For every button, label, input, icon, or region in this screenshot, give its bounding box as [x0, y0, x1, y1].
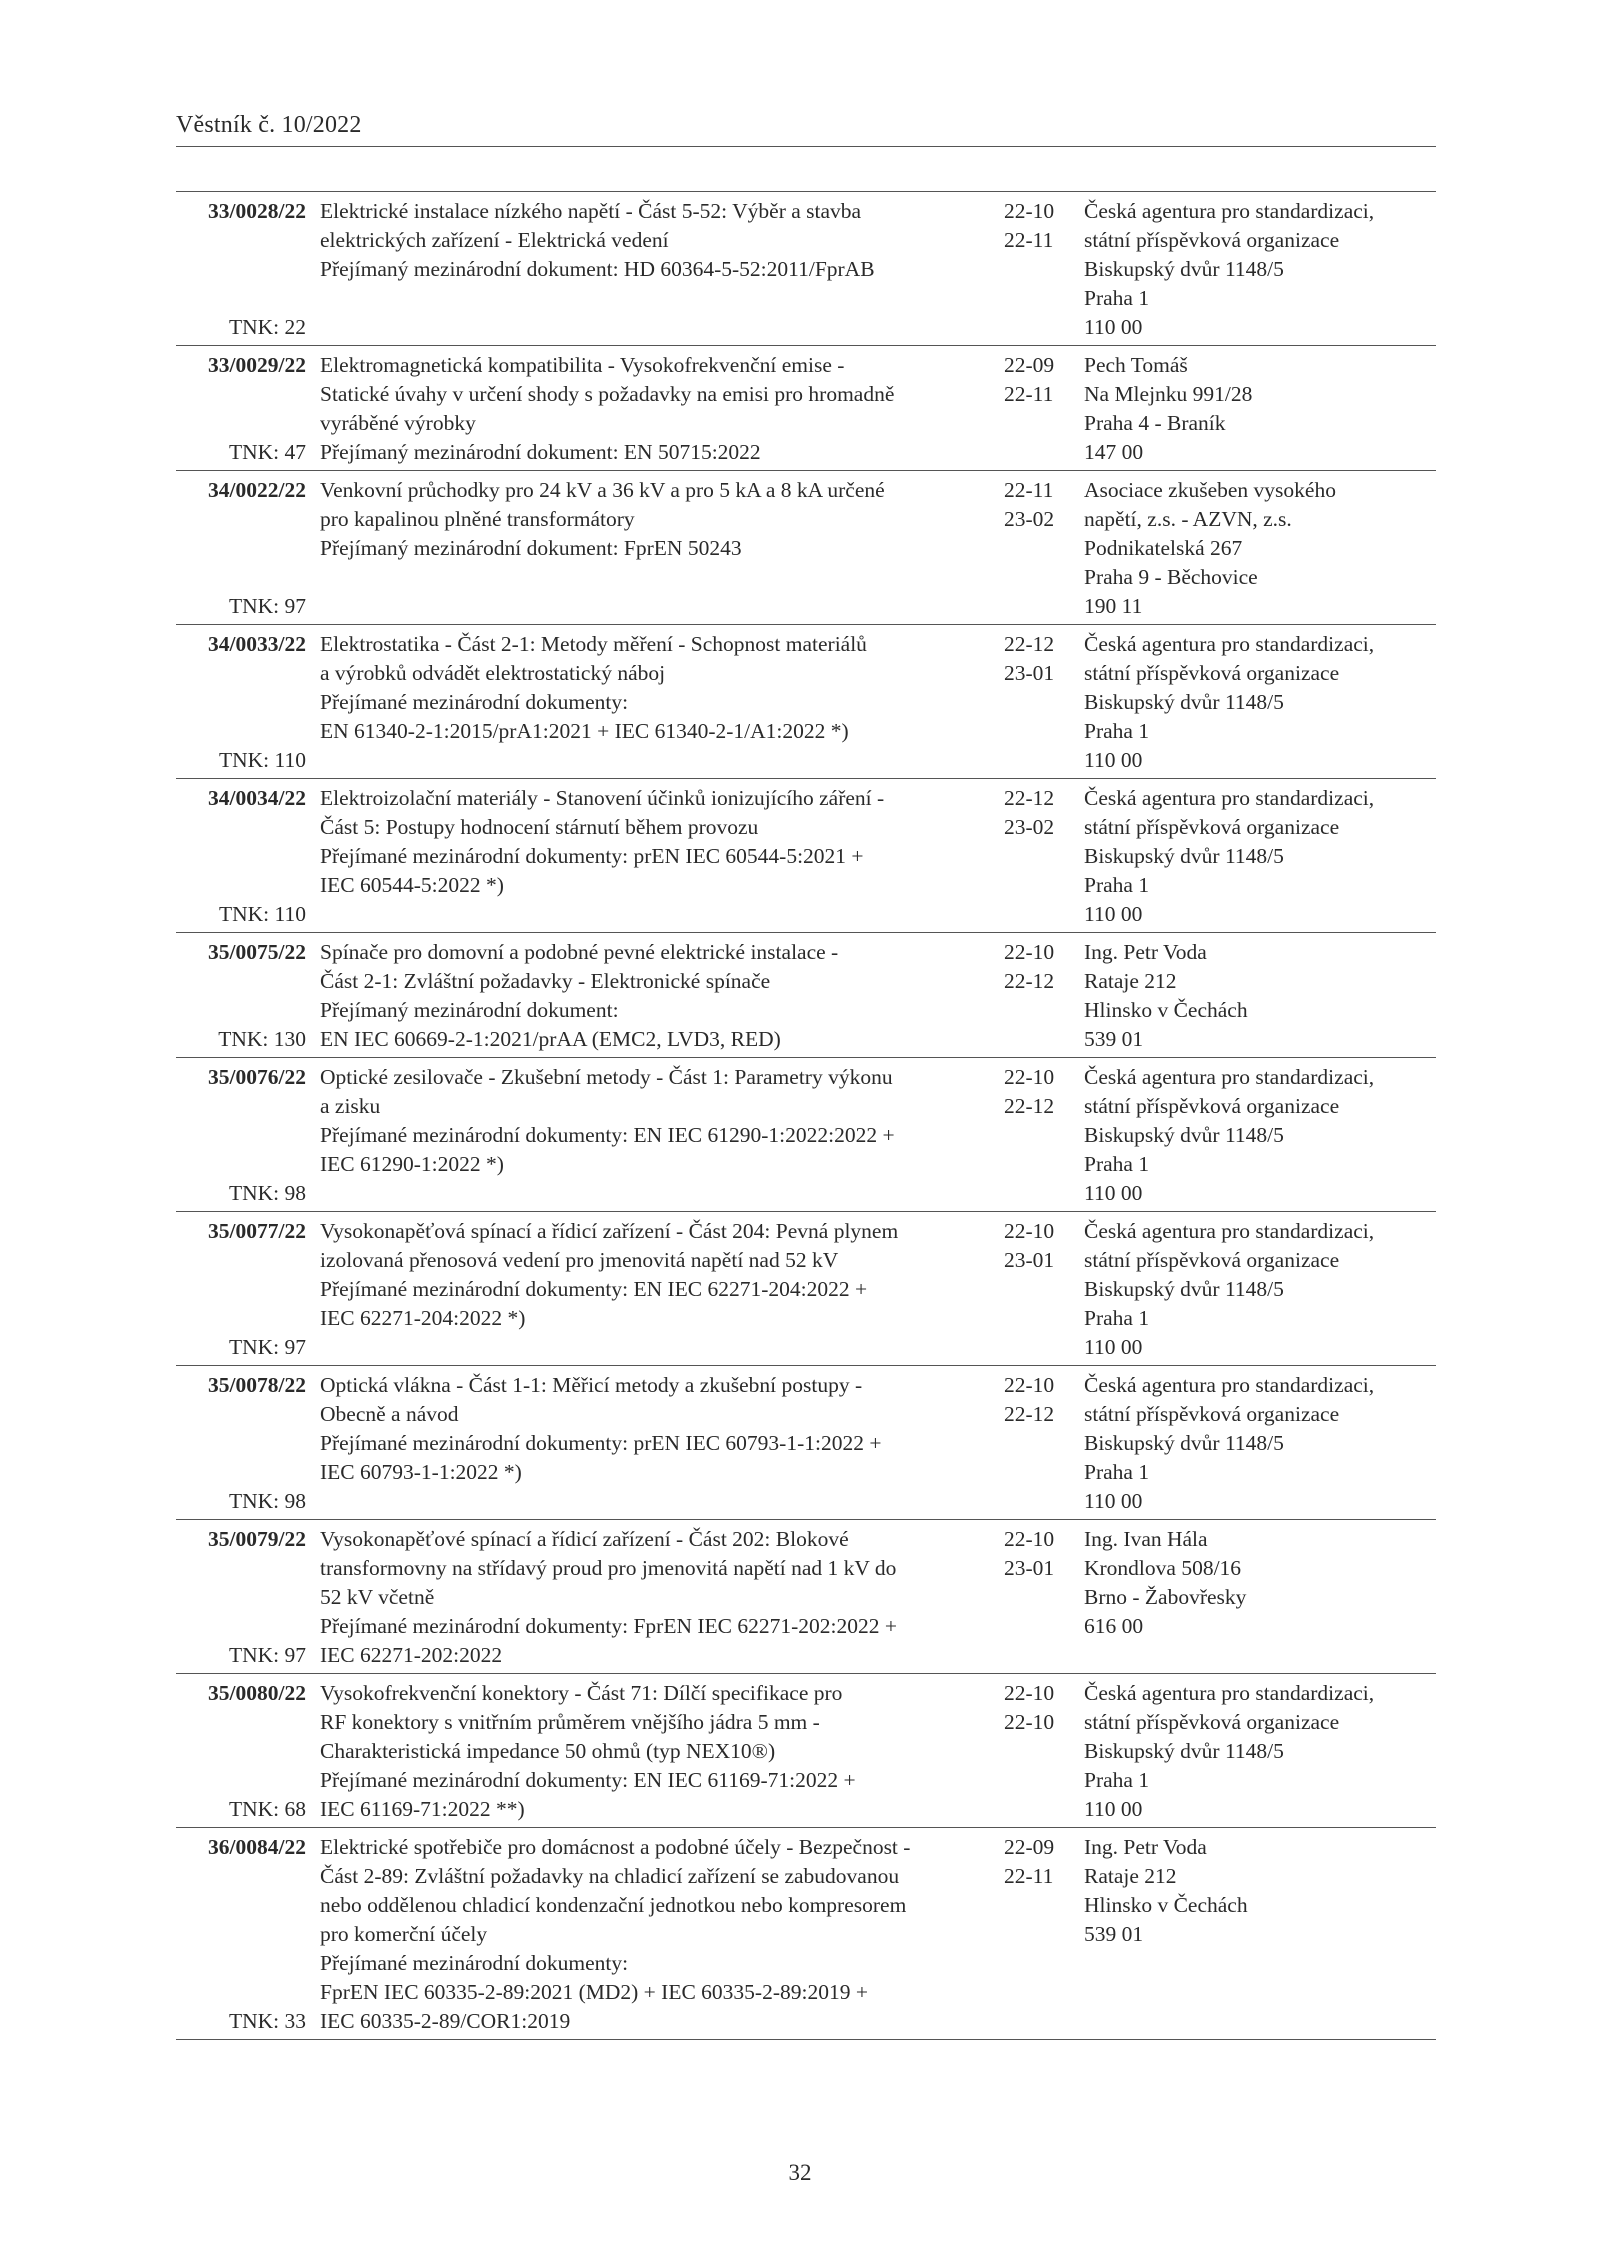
- description-line: Přejímané mezinárodní dokumenty:: [320, 1951, 629, 1975]
- entry-contact: [1084, 1217, 1436, 1362]
- contact-line: Česká agentura pro standardizaci,: [1084, 632, 1375, 656]
- entry-dates: [994, 784, 1084, 929]
- description-line: Přejímané mezinárodní dokumenty: FprEN IEC 62271-202:2022 +: [320, 1614, 898, 1638]
- entry-contact: [1084, 1063, 1436, 1208]
- contact-line: 539 01: [1084, 1027, 1144, 1051]
- date-value: 22-10: [1004, 940, 1055, 964]
- description-line: Přejímané mezinárodní dokumenty: prEN IEC 60793-1-1:2022 +: [320, 1431, 882, 1455]
- contact-line: 539 01: [1084, 1922, 1144, 1946]
- description-line: Přejímané mezinárodní dokumenty: prEN IEC 60544-5:2021 +: [320, 844, 864, 868]
- date-value: 22-11: [1004, 1864, 1054, 1888]
- date-value: 22-12: [1004, 1402, 1055, 1426]
- contact-line: Praha 1: [1084, 1152, 1150, 1176]
- contact-line: státní příspěvková organizace: [1084, 815, 1340, 839]
- contact-line: Česká agentura pro standardizaci,: [1084, 199, 1375, 223]
- entry-id-cell: [176, 351, 306, 467]
- date-value: 23-02: [1004, 815, 1055, 839]
- description-line: Elektrostatika - Část 2-1: Metody měření - Schopnost materiálů: [320, 632, 867, 656]
- description-line: RF konektory s vnitřním průměrem vnějšího jádra 5 mm -: [320, 1710, 820, 1734]
- description-line: Přejímané mezinárodní dokumenty: EN IEC 61290-1:2022:2022 +: [320, 1123, 895, 1147]
- contact-line: 190 11: [1084, 594, 1143, 618]
- description-line: Přejímané mezinárodní dokumenty: EN IEC 62271-204:2022 +: [320, 1277, 868, 1301]
- entry-tnk: TNK: 110: [219, 748, 306, 772]
- contact-line: Biskupský dvůr 1148/5: [1084, 1123, 1284, 1147]
- contact-line: 110 00: [1084, 1489, 1143, 1513]
- entry-description: [306, 1679, 994, 1824]
- description-line: EN 61340-2-1:2015/prA1:2021 + IEC 61340-2-1/A1:2022 *): [320, 719, 849, 743]
- entry-dates: [994, 1217, 1084, 1362]
- description-line: IEC 60544-5:2022 *): [320, 873, 504, 897]
- contact-line: Pech Tomáš: [1084, 353, 1188, 377]
- entry-contact: [1084, 1525, 1436, 1670]
- description-line: IEC 60335-2-89/COR1:2019: [320, 2009, 571, 2033]
- entry-code: 34/0022/22: [208, 478, 306, 502]
- contact-line: Ing. Petr Voda: [1084, 1835, 1207, 1859]
- description-line: Vysokofrekvenční konektory - Část 71: Dílčí specifikace pro: [320, 1681, 843, 1705]
- description-line: Vysokonapěťová spínací a řídicí zařízení - Část 204: Pevná plynem: [320, 1219, 899, 1243]
- entry-id-cell: [176, 938, 306, 1054]
- entry-tnk: TNK: 33: [228, 2009, 306, 2033]
- entry-tnk: TNK: 110: [219, 902, 306, 926]
- entry-tnk: TNK: 97: [228, 1335, 306, 1359]
- entry-tnk: TNK: 68: [228, 1797, 306, 1821]
- contact-line: Biskupský dvůr 1148/5: [1084, 257, 1284, 281]
- entry-code: 35/0077/22: [208, 1219, 306, 1243]
- contact-line: Praha 4 - Braník: [1084, 411, 1226, 435]
- entry-dates: [994, 938, 1084, 1054]
- date-value: 22-10: [1004, 1373, 1055, 1397]
- date-value: 22-09: [1004, 353, 1055, 377]
- contact-line: státní příspěvková organizace: [1084, 228, 1340, 252]
- contact-line: Krondlova 508/16: [1084, 1556, 1242, 1580]
- description-line: Elektrické instalace nízkého napětí - Část 5-52: Výběr a stavba: [320, 199, 862, 223]
- table-row: [176, 1674, 1436, 1828]
- date-value: 22-10: [1004, 1681, 1055, 1705]
- contact-line: Česká agentura pro standardizaci,: [1084, 1065, 1375, 1089]
- entry-dates: [994, 1371, 1084, 1516]
- entry-description: [306, 1525, 994, 1670]
- contact-line: Ing. Ivan Hála: [1084, 1527, 1208, 1551]
- description-line: izolovaná přenosová vedení pro jmenovitá napětí nad 52 kV: [320, 1248, 839, 1272]
- contact-line: 110 00: [1084, 748, 1143, 772]
- entry-tnk: TNK: 97: [228, 1643, 306, 1667]
- description-line: a výrobků odvádět elektrostatický náboj: [320, 661, 666, 685]
- entry-code: 33/0029/22: [208, 353, 306, 377]
- entry-description: [306, 1371, 994, 1516]
- entry-contact: [1084, 938, 1436, 1054]
- contact-line: Biskupský dvůr 1148/5: [1084, 1431, 1284, 1455]
- contact-line: Podnikatelská 267: [1084, 536, 1243, 560]
- description-line: FprEN IEC 60335-2-89:2021 (MD2) + IEC 60335-2-89:2019 +: [320, 1980, 868, 2004]
- contact-line: 616 00: [1084, 1614, 1144, 1638]
- description-line: IEC 62271-202:2022: [320, 1643, 503, 1667]
- contact-line: Brno - Žabovřesky: [1084, 1585, 1247, 1609]
- description-line: Část 2-1: Zvláštní požadavky - Elektronické spínače: [320, 969, 771, 993]
- table-row: [176, 1212, 1436, 1366]
- description-line: Část 2-89: Zvláštní požadavky na chladicí zařízení se zabudovanou: [320, 1864, 900, 1888]
- contact-line: státní příspěvková organizace: [1084, 1710, 1340, 1734]
- entry-tnk: TNK: 47: [228, 440, 306, 464]
- entry-id-cell: [176, 1371, 306, 1516]
- date-value: 23-02: [1004, 507, 1055, 531]
- entry-description: [306, 784, 994, 929]
- description-line: a zisku: [320, 1094, 381, 1118]
- contact-line: 110 00: [1084, 1181, 1143, 1205]
- entry-id-cell: [176, 476, 306, 621]
- description-line: Elektroizolační materiály - Stanovení účinků ionizujícího záření -: [320, 786, 885, 810]
- date-value: 23-01: [1004, 661, 1055, 685]
- date-value: 22-10: [1004, 1065, 1055, 1089]
- description-line: Přejímaný mezinárodní dokument:: [320, 998, 619, 1022]
- standards-table: [176, 191, 1436, 2040]
- contact-line: napětí, z.s. - AZVN, z.s.: [1084, 507, 1292, 531]
- table-row: [176, 471, 1436, 625]
- date-value: 22-10: [1004, 1710, 1055, 1734]
- contact-line: Praha 1: [1084, 719, 1150, 743]
- contact-line: 110 00: [1084, 1797, 1143, 1821]
- table-row: [176, 1366, 1436, 1520]
- table-row: [176, 1828, 1436, 2040]
- entry-dates: [994, 476, 1084, 621]
- description-line: Spínače pro domovní a podobné pevné elektrické instalace -: [320, 940, 839, 964]
- description-line: Přejímané mezinárodní dokumenty:: [320, 690, 629, 714]
- entry-dates: [994, 630, 1084, 775]
- entry-contact: [1084, 784, 1436, 929]
- description-line: nebo oddělenou chladicí kondenzační jednotkou nebo kompresorem: [320, 1893, 907, 1917]
- entry-contact: [1084, 1833, 1436, 2036]
- entry-id-cell: [176, 1525, 306, 1670]
- entry-code: 36/0084/22: [208, 1835, 306, 1859]
- entry-id-cell: [176, 1217, 306, 1362]
- description-line: Přejímané mezinárodní dokumenty: EN IEC 61169-71:2022 +: [320, 1768, 856, 1792]
- contact-line: 110 00: [1084, 902, 1143, 926]
- entry-tnk: TNK: 22: [228, 315, 306, 339]
- description-line: Elektromagnetická kompatibilita - Vysokofrekvenční emise -: [320, 353, 845, 377]
- contact-line: Praha 1: [1084, 1306, 1150, 1330]
- entry-description: [306, 476, 994, 621]
- description-line: Přejímaný mezinárodní dokument: EN 50715:2022: [320, 440, 761, 464]
- date-value: 23-01: [1004, 1248, 1055, 1272]
- entry-description: [306, 938, 994, 1054]
- table-row: [176, 625, 1436, 779]
- entry-code: 35/0079/22: [208, 1527, 306, 1551]
- description-line: Optické zesilovače - Zkušební metody - Část 1: Parametry výkonu: [320, 1065, 893, 1089]
- entry-contact: [1084, 1371, 1436, 1516]
- entry-description: [306, 351, 994, 467]
- contact-line: Na Mlejnku 991/28: [1084, 382, 1253, 406]
- entry-dates: [994, 197, 1084, 342]
- description-line: IEC 60793-1-1:2022 *): [320, 1460, 522, 1484]
- entry-tnk: TNK: 98: [228, 1489, 306, 1513]
- table-row: [176, 192, 1436, 346]
- description-line: EN IEC 60669-2-1:2021/prAA (EMC2, LVD3, RED): [320, 1027, 781, 1051]
- contact-line: Biskupský dvůr 1148/5: [1084, 844, 1284, 868]
- contact-line: Praha 1: [1084, 873, 1150, 897]
- date-value: 22-11: [1004, 228, 1054, 252]
- table-row: [176, 346, 1436, 471]
- date-value: 23-01: [1004, 1556, 1055, 1580]
- contact-line: 110 00: [1084, 315, 1143, 339]
- entry-description: [306, 1833, 994, 2036]
- contact-line: Praha 1: [1084, 286, 1150, 310]
- contact-line: Praha 9 - Běchovice: [1084, 565, 1258, 589]
- entry-dates: [994, 1833, 1084, 2036]
- table-row: [176, 1058, 1436, 1212]
- contact-line: státní příspěvková organizace: [1084, 1402, 1340, 1426]
- entry-tnk: TNK: 97: [228, 594, 306, 618]
- description-line: Venkovní průchodky pro 24 kV a 36 kV a pro 5 kA a 8 kA určené: [320, 478, 885, 502]
- description-line: vyráběné výrobky: [320, 411, 476, 435]
- description-line: Vysokonapěťové spínací a řídicí zařízení - Část 202: Blokové: [320, 1527, 849, 1551]
- description-line: Přejímaný mezinárodní dokument: HD 60364-5-52:2011/FprAB: [320, 257, 875, 281]
- description-line: Optická vlákna - Část 1-1: Měřicí metody a zkušební postupy -: [320, 1373, 863, 1397]
- table-row: [176, 933, 1436, 1058]
- entry-code: 35/0076/22: [208, 1065, 306, 1089]
- page-title: Věstník č. 10/2022: [176, 112, 362, 138]
- date-value: 22-10: [1004, 1219, 1055, 1243]
- date-value: 22-11: [1004, 478, 1054, 502]
- contact-line: Česká agentura pro standardizaci,: [1084, 786, 1375, 810]
- entry-code: 34/0033/22: [208, 632, 306, 656]
- table-row: [176, 779, 1436, 933]
- date-value: 22-12: [1004, 632, 1055, 656]
- contact-line: Praha 1: [1084, 1768, 1150, 1792]
- date-value: 22-11: [1004, 382, 1054, 406]
- contact-line: Česká agentura pro standardizaci,: [1084, 1681, 1375, 1705]
- description-line: IEC 61169-71:2022 **): [320, 1797, 525, 1821]
- contact-line: Asociace zkušeben vysokého: [1084, 478, 1336, 502]
- entry-code: 35/0078/22: [208, 1373, 306, 1397]
- date-value: 22-10: [1004, 199, 1055, 223]
- contact-line: Hlinsko v Čechách: [1084, 998, 1248, 1022]
- date-value: 22-12: [1004, 1094, 1055, 1118]
- contact-line: Biskupský dvůr 1148/5: [1084, 1277, 1284, 1301]
- description-line: Elektrické spotřebiče pro domácnost a podobné účely - Bezpečnost -: [320, 1835, 911, 1859]
- date-value: 22-12: [1004, 786, 1055, 810]
- contact-line: Biskupský dvůr 1148/5: [1084, 690, 1284, 714]
- entry-contact: [1084, 630, 1436, 775]
- entry-code: 35/0080/22: [208, 1681, 306, 1705]
- entry-id-cell: [176, 1679, 306, 1824]
- description-line: Charakteristická impedance 50 ohmů (typ NEX10®): [320, 1739, 776, 1763]
- entry-description: [306, 630, 994, 775]
- entry-tnk: TNK: 98: [228, 1181, 306, 1205]
- entry-contact: [1084, 197, 1436, 342]
- entry-dates: [994, 1063, 1084, 1208]
- entry-id-cell: [176, 1833, 306, 2036]
- contact-line: 110 00: [1084, 1335, 1143, 1359]
- contact-line: státní příspěvková organizace: [1084, 1094, 1340, 1118]
- contact-line: 147 00: [1084, 440, 1144, 464]
- entry-dates: [994, 351, 1084, 467]
- entry-contact: [1084, 476, 1436, 621]
- table-row: [176, 1520, 1436, 1674]
- entry-id-cell: [176, 1063, 306, 1208]
- description-line: Statické úvahy v určení shody s požadavky na emisi pro hromadně: [320, 382, 895, 406]
- contact-line: Rataje 212: [1084, 969, 1177, 993]
- entry-dates: [994, 1679, 1084, 1824]
- entry-description: [306, 1063, 994, 1208]
- description-line: IEC 62271-204:2022 *): [320, 1306, 526, 1330]
- entry-contact: [1084, 1679, 1436, 1824]
- contact-line: Česká agentura pro standardizaci,: [1084, 1373, 1375, 1397]
- description-line: Obecně a návod: [320, 1402, 459, 1426]
- entry-code: 33/0028/22: [208, 199, 306, 223]
- description-line: 52 kV včetně: [320, 1585, 435, 1609]
- contact-line: Praha 1: [1084, 1460, 1150, 1484]
- date-value: 22-09: [1004, 1835, 1055, 1859]
- contact-line: státní příspěvková organizace: [1084, 1248, 1340, 1272]
- description-line: Část 5: Postupy hodnocení stárnutí během provozu: [320, 815, 759, 839]
- date-value: 22-10: [1004, 1527, 1055, 1551]
- contact-line: Rataje 212: [1084, 1864, 1177, 1888]
- entry-tnk: TNK: 130: [218, 1027, 306, 1051]
- description-line: elektrických zařízení - Elektrická vedení: [320, 228, 669, 252]
- description-line: Přejímaný mezinárodní dokument: FprEN 50243: [320, 536, 742, 560]
- entry-description: [306, 197, 994, 342]
- entry-dates: [994, 1525, 1084, 1670]
- entry-id-cell: [176, 630, 306, 775]
- contact-line: Hlinsko v Čechách: [1084, 1893, 1248, 1917]
- contact-line: Biskupský dvůr 1148/5: [1084, 1739, 1284, 1763]
- description-line: pro kapalinou plněné transformátory: [320, 507, 635, 531]
- page-number: 32: [788, 2160, 812, 2185]
- entry-code: 34/0034/22: [208, 786, 306, 810]
- entry-id-cell: [176, 197, 306, 342]
- description-line: transformovny na střídavý proud pro jmenovitá napětí nad 1 kV do: [320, 1556, 897, 1580]
- contact-line: Česká agentura pro standardizaci,: [1084, 1219, 1375, 1243]
- contact-line: Ing. Petr Voda: [1084, 940, 1207, 964]
- entry-contact: [1084, 351, 1436, 467]
- date-value: 22-12: [1004, 969, 1055, 993]
- entry-id-cell: [176, 784, 306, 929]
- contact-line: státní příspěvková organizace: [1084, 661, 1340, 685]
- entry-code: 35/0075/22: [208, 940, 306, 964]
- description-line: IEC 61290-1:2022 *): [320, 1152, 504, 1176]
- page-header: [176, 112, 1436, 147]
- description-line: pro komerční účely: [320, 1922, 488, 1946]
- entry-description: [306, 1217, 994, 1362]
